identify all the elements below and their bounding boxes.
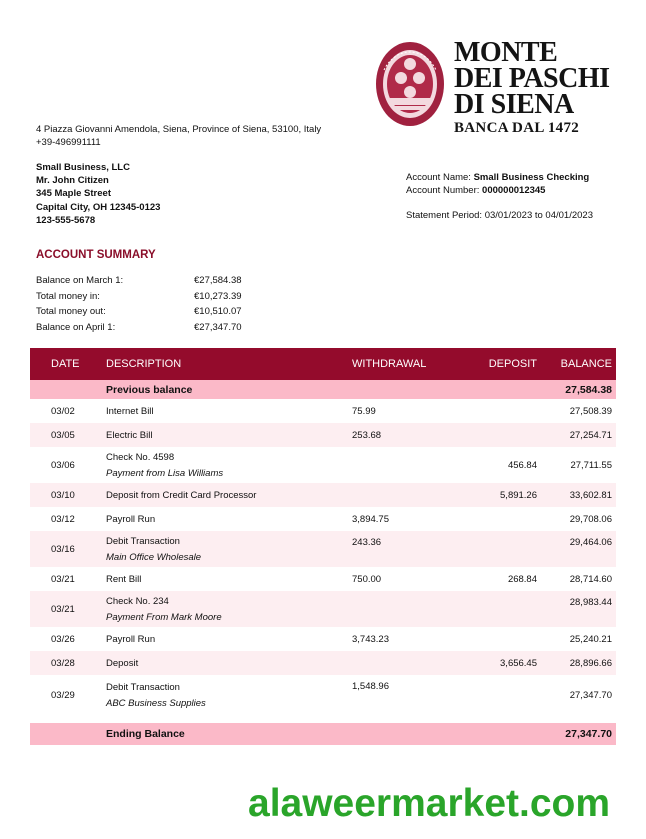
summary-value: €27,584.38 [194,275,242,286]
row-description-sub: ABC Business Supplies [106,698,206,709]
ending-balance-label: Ending Balance [106,728,185,740]
row-description-main: Payroll Run [106,513,156,525]
row-deposit: 5,891.26 [500,489,537,501]
previous-balance-row [30,380,616,399]
table-row [30,591,616,627]
summary-label: Balance on April 1: [36,321,116,333]
table-row [30,483,616,507]
row-description-main: Debit Transaction [106,682,180,693]
row-description [106,682,352,709]
row-description-sub: Payment From Mark Moore [106,611,222,623]
previous-balance-value: 27,584.38 [565,383,612,396]
table-row [30,651,616,675]
bank-name-line: DI SIENA [454,89,574,120]
row-description [106,430,352,441]
row-date: 03/26 [51,633,75,645]
table-row [30,627,616,651]
row-description-main: Internet Bill [106,405,154,417]
row-balance: 33,602.81 [569,489,612,501]
bank-address-line: 4 Piazza Giovanni Amendola, Siena, Province of Siena, 53100, Italy [36,124,322,135]
bank-seal-icon [374,40,448,132]
summary-label: Balance on March 1: [36,275,124,286]
row-balance: 29,708.06 [569,513,612,525]
statement-period [406,210,593,223]
account-number [406,185,593,198]
row-description-main: Deposit from Credit Card Processor [106,489,257,501]
row-date: 03/21 [51,603,75,615]
row-date: 03/16 [51,543,75,555]
table-header [30,348,616,380]
account-number-value: 000000012345 [482,184,546,196]
account-name-label: Account Name: [406,172,471,183]
row-withdrawal: 3,894.75 [352,513,389,525]
row-deposit: 268.84 [507,573,537,585]
bank-phone: +39-496991111 [36,137,101,148]
summary-label: Total money out: [36,306,106,317]
summary-value: €10,510.07 [194,306,242,317]
row-withdrawal: 75.99 [352,405,376,417]
bank-name [454,37,610,137]
header-date: DATE [51,358,80,370]
header-withdrawal: WITHDRAWAL [352,358,427,370]
row-description-main: Debit Transaction [106,535,180,547]
row-balance: 27,508.39 [569,405,612,417]
row-balance: 25,240.21 [569,633,612,645]
header-description: DESCRIPTION [106,358,182,370]
table-row [30,675,616,716]
row-withdrawal: 243.36 [352,537,382,548]
recipient-company: Small Business, LLC [36,162,130,173]
row-description [106,658,352,669]
row-description [106,490,352,501]
row-withdrawal: 750.00 [352,573,382,585]
recipient-name: Mr. John Citizen [36,175,109,187]
statement-period-label: Statement Period: [406,210,483,221]
row-withdrawal: 3,743.23 [352,633,389,645]
row-date: 03/29 [51,690,75,701]
recipient-address [36,161,160,227]
summary-row [36,320,242,336]
row-deposit: 3,656.45 [500,657,537,669]
row-balance: 28,896.66 [569,657,612,669]
row-date: 03/21 [51,573,75,585]
table-row [30,423,616,447]
row-balance: 27,347.70 [569,690,612,701]
ending-balance-row [30,723,616,745]
account-summary [36,273,242,335]
summary-label: Total money in: [36,290,100,302]
row-description [106,406,352,417]
row-balance: 27,254.71 [569,429,612,441]
row-description-main: Check No. 4598 [106,451,175,463]
row-description [106,574,352,585]
recipient-city: Capital City, OH 12345-0123 [36,201,161,213]
statement-period-value: 03/01/2023 to 04/01/2023 [484,210,593,221]
account-number-label: Account Number: [406,184,480,196]
row-balance: 28,714.60 [569,573,612,585]
account-name-value: Small Business Checking [473,172,590,183]
bank-logo [374,37,624,136]
summary-row [36,304,242,320]
previous-balance-label: Previous balance [106,383,193,396]
row-date: 03/02 [51,405,75,417]
table-row [30,507,616,531]
transactions-table [30,348,616,745]
row-description-main: Deposit [106,657,139,669]
recipient-phone: 123-555-5678 [36,214,96,226]
summary-row [36,289,242,305]
row-balance: 28,983.44 [569,597,612,608]
watermark: alaweermarket.com [248,782,611,825]
header-balance: BALANCE [560,358,612,370]
row-description-main: Check No. 234 [106,595,169,607]
bank-name-line: MONTE [454,37,558,68]
account-info [406,172,593,223]
summary-title: ACCOUNT SUMMARY [36,249,156,261]
bank-tagline: BANCA DAL 1472 [454,120,580,136]
row-date: 03/10 [51,489,75,501]
summary-row [36,273,242,289]
summary-value: €10,273.39 [194,290,242,302]
row-description-main: Payroll Run [106,633,156,645]
row-date: 03/12 [51,513,75,525]
row-description [106,634,352,645]
row-description-main: Rent Bill [106,573,142,585]
table-row [30,531,616,567]
row-withdrawal: 1,548.96 [352,681,389,692]
row-withdrawal: 253.68 [352,429,382,441]
recipient-street: 345 Maple Street [36,188,111,200]
row-date: 03/28 [51,657,75,669]
table-row [30,447,616,483]
row-description-sub: Payment from Lisa Williams [106,467,224,479]
summary-value: €27,347.70 [194,321,242,333]
bank-name-line: DEI PASCHI [454,63,610,94]
ending-balance-value: 27,347.70 [565,728,612,740]
row-deposit: 456.84 [507,459,537,471]
row-balance: 27,711.55 [570,459,612,471]
row-description-main: Electric Bill [106,429,153,441]
row-description [106,536,352,563]
row-balance: 29,464.06 [569,537,612,548]
bank-address [36,123,321,149]
account-name [406,172,593,185]
table-row [30,399,616,423]
header-deposit: DEPOSIT [488,358,537,370]
row-description [106,452,352,479]
row-description [106,514,352,525]
row-description-sub: Main Office Wholesale [106,551,202,563]
row-description [106,596,352,623]
table-row [30,567,616,591]
row-date: 03/06 [51,459,75,471]
row-date: 03/05 [51,429,75,441]
